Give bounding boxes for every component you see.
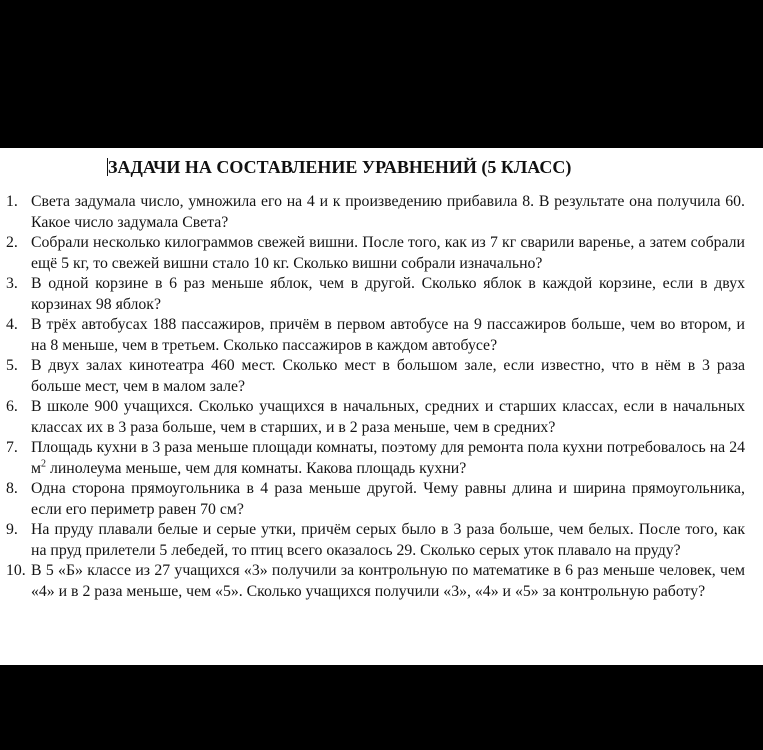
problem-number: 2. bbox=[6, 234, 18, 251]
problem-number: 10. bbox=[6, 562, 26, 579]
document-title: ЗАДАЧИ НА СОСТАВЛЕНИЕ УРАВНЕНИЙ (5 КЛАСС) bbox=[108, 157, 572, 177]
problem-number: 3. bbox=[6, 275, 18, 292]
problem-text: Одна сторона прямоугольника в 4 раза меньше другой. Чему равны длина и ширина прямоугольника, если его периметр равен 70 см? bbox=[31, 480, 745, 518]
problem-item bbox=[0, 479, 763, 520]
problem-item bbox=[0, 315, 763, 356]
problem-number: 9. bbox=[6, 521, 18, 538]
problem-item bbox=[0, 520, 763, 561]
problem-text: Собрали несколько килограммов свежей вишни. После того, как из 7 кг сварили варенье, а затем собрали ещё 5 кг, то свежей вишни стало 10 кг. Сколько вишни собрали изначально? bbox=[31, 234, 745, 272]
problem-item bbox=[0, 274, 763, 315]
problem-text: На пруду плавали белые и серые утки, причём серых было в 3 раза больше, чем белых. После того, как на пруд прилетели 5 лебедей, то птиц всего оказалось 29. Сколько серых уток плавало на пруду? bbox=[31, 521, 745, 559]
problem-text-after: линолеума меньше, чем для комнаты. Какова площадь кухни? bbox=[46, 459, 467, 477]
problem-number: 6. bbox=[6, 398, 18, 415]
problem-number: 8. bbox=[6, 480, 18, 497]
problem-number: 5. bbox=[6, 357, 18, 374]
problem-item bbox=[0, 233, 763, 274]
problem-item bbox=[0, 438, 763, 479]
superscript-exponent: 2 bbox=[41, 458, 46, 470]
problem-text: В 5 «Б» классе из 27 учащихся «3» получили за контрольную по математике в 6 раз меньше человек, чем «4» и в 2 раза меньше, чем «5». Сколько учащихся получили «3», «4» и «5» за контрольную работу? bbox=[31, 562, 745, 600]
problem-number: 1. bbox=[6, 193, 18, 210]
problem-text-before: Площадь кухни в 3 раза меньше площади комнаты, поэтому для ремонта пола кухни потребовалось на 24 м bbox=[31, 439, 745, 477]
document-page bbox=[0, 148, 763, 665]
problem-item bbox=[0, 561, 763, 602]
problem-text: В трёх автобусах 188 пассажиров, причём в первом автобусе на 9 пассажиров больше, чем во втором, и на 8 меньше, чем в третьем. Сколько пассажиров в каждом автобусе? bbox=[31, 316, 745, 354]
problem-text: В двух залах кинотеатра 460 мест. Сколько мест в большом зале, если известно, что в нём в 3 раза больше мест, чем в малом зале? bbox=[31, 357, 745, 395]
problem-text: В школе 900 учащихся. Сколько учащихся в начальных, средних и старших классах, если в начальных классах их в 3 раза больше, чем в старших, и в 2 раза меньше, чем в средних? bbox=[31, 398, 745, 436]
problem-text: Света задумала число, умножила его на 4 и к произведению прибавила 8. В результате она получила 60. Какое число задумала Света? bbox=[31, 193, 745, 231]
problem-text: В одной корзине в 6 раз меньше яблок, чем в другой. Сколько яблок в каждой корзине, если в двух корзинах 98 яблок? bbox=[31, 275, 745, 313]
problem-item bbox=[0, 192, 763, 233]
problem-number: 4. bbox=[6, 316, 18, 333]
problem-list bbox=[0, 192, 763, 602]
problem-number: 7. bbox=[6, 439, 18, 456]
problem-item bbox=[0, 356, 763, 397]
problem-item bbox=[0, 397, 763, 438]
